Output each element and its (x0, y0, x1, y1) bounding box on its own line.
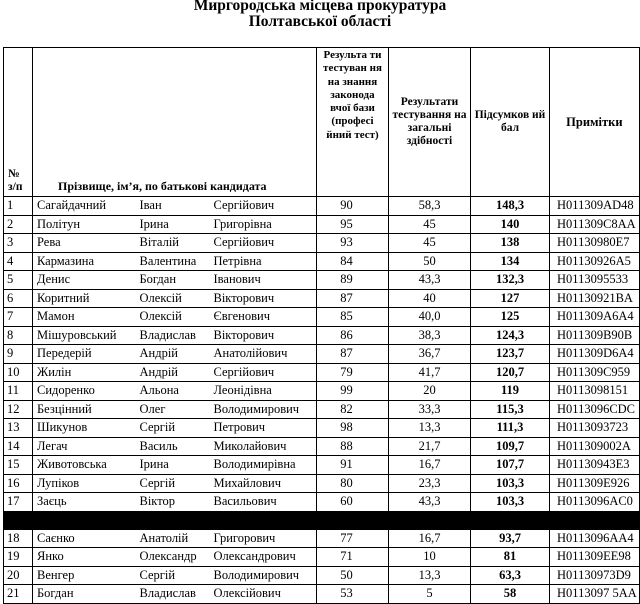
surname-cell: Сидоренко (33, 382, 136, 401)
patronymic-cell: Григорівна (210, 215, 317, 234)
surname-cell: Шикунов (33, 419, 136, 438)
header-candidate-name: Прізвище, ім’я, по батькові кандидата (33, 48, 317, 197)
note-code-cell: Н01130926A5 (550, 252, 640, 271)
professional-test-cell: 87 (317, 345, 389, 364)
first-name-cell: Богдан (136, 271, 210, 290)
row-number: 18 (4, 529, 33, 548)
first-name-cell: Анатолій (136, 529, 210, 548)
general-abilities-cell: 33,3 (389, 400, 471, 419)
general-abilities-cell: 41,7 (389, 363, 471, 382)
surname-cell: Венгер (33, 566, 136, 585)
note-code-cell: Н01130973D9 (550, 566, 640, 585)
table-row (4, 382, 640, 401)
general-abilities-cell: 13,3 (389, 566, 471, 585)
surname-cell: Безцінний (33, 400, 136, 419)
first-name-cell: Ірина (136, 456, 210, 475)
row-number: 16 (4, 474, 33, 493)
surname-cell: Коритний (33, 289, 136, 308)
total-score-cell: 125 (471, 308, 550, 327)
general-abilities-cell: 45 (389, 234, 471, 253)
row-number: 9 (4, 345, 33, 364)
header-number: № з/п (4, 48, 33, 197)
table-row (4, 585, 640, 604)
total-score-cell: 81 (471, 548, 550, 567)
patronymic-cell: Сергійович (210, 234, 317, 253)
row-number: 20 (4, 566, 33, 585)
surname-cell: Передерій (33, 345, 136, 364)
first-name-cell: Олексій (136, 289, 210, 308)
first-name-cell: Валентина (136, 252, 210, 271)
table-row (4, 493, 640, 512)
professional-test-cell: 60 (317, 493, 389, 512)
first-name-cell: Олег (136, 400, 210, 419)
table-row (4, 400, 640, 419)
professional-test-cell: 50 (317, 566, 389, 585)
surname-cell: Сагайдачний (33, 197, 136, 216)
general-abilities-cell: 36,7 (389, 345, 471, 364)
table-row (4, 363, 640, 382)
note-code-cell: Н0113098151 (550, 382, 640, 401)
table-row (4, 437, 640, 456)
surname-cell: Жилін (33, 363, 136, 382)
table-row (4, 456, 640, 475)
professional-test-cell: 79 (317, 363, 389, 382)
first-name-cell: Іван (136, 197, 210, 216)
note-code-cell: Н011309D6A4 (550, 345, 640, 364)
professional-test-cell: 98 (317, 419, 389, 438)
note-code-cell: Н0113093723 (550, 419, 640, 438)
surname-cell: Мішуровський (33, 326, 136, 345)
general-abilities-cell: 43,3 (389, 493, 471, 512)
table-row (4, 252, 640, 271)
professional-test-cell: 87 (317, 289, 389, 308)
note-code-cell: Н0113097 5AA (550, 585, 640, 604)
general-abilities-cell: 20 (389, 382, 471, 401)
total-score-cell: 123,7 (471, 345, 550, 364)
row-number: 13 (4, 419, 33, 438)
total-score-cell: 127 (471, 289, 550, 308)
total-score-cell: 138 (471, 234, 550, 253)
note-code-cell: Н011309C8AA (550, 215, 640, 234)
note-code-cell: Н011309B90B (550, 326, 640, 345)
surname-cell: Політун (33, 215, 136, 234)
general-abilities-cell: 40 (389, 289, 471, 308)
table-row (4, 529, 640, 548)
professional-test-cell: 90 (317, 197, 389, 216)
patronymic-cell: Михайлович (210, 474, 317, 493)
total-score-cell: 107,7 (471, 456, 550, 475)
patronymic-cell: Васильович (210, 493, 317, 512)
general-abilities-cell: 10 (389, 548, 471, 567)
general-abilities-cell: 38,3 (389, 326, 471, 345)
note-code-cell: Н0113095533 (550, 271, 640, 290)
total-score-cell: 115,3 (471, 400, 550, 419)
total-score-cell: 119 (471, 382, 550, 401)
patronymic-cell: Григорович (210, 529, 317, 548)
row-number: 21 (4, 585, 33, 604)
total-score-cell: 109,7 (471, 437, 550, 456)
total-score-cell: 111,3 (471, 419, 550, 438)
surname-cell: Заєць (33, 493, 136, 512)
first-name-cell: Андрій (136, 363, 210, 382)
row-number: 14 (4, 437, 33, 456)
first-name-cell: Ірина (136, 215, 210, 234)
patronymic-cell: Володимирівна (210, 456, 317, 475)
total-score-cell: 103,3 (471, 493, 550, 512)
patronymic-cell: Вікторович (210, 326, 317, 345)
table-row (4, 197, 640, 216)
total-score-cell: 134 (471, 252, 550, 271)
professional-test-cell: 71 (317, 548, 389, 567)
first-name-cell: Віталій (136, 234, 210, 253)
professional-test-cell: 77 (317, 529, 389, 548)
row-number: 17 (4, 493, 33, 512)
professional-test-cell: 89 (317, 271, 389, 290)
first-name-cell: Василь (136, 437, 210, 456)
general-abilities-cell: 16,7 (389, 529, 471, 548)
patronymic-cell: Олександрович (210, 548, 317, 567)
professional-test-cell: 84 (317, 252, 389, 271)
professional-test-cell: 53 (317, 585, 389, 604)
surname-cell: Денис (33, 271, 136, 290)
first-name-cell: Андрій (136, 345, 210, 364)
general-abilities-cell: 50 (389, 252, 471, 271)
patronymic-cell: Петрівна (210, 252, 317, 271)
note-code-cell: Н011309A6A4 (550, 308, 640, 327)
professional-test-cell: 82 (317, 400, 389, 419)
row-number: 11 (4, 382, 33, 401)
professional-test-cell: 86 (317, 326, 389, 345)
first-name-cell: Сергій (136, 474, 210, 493)
professional-test-cell: 91 (317, 456, 389, 475)
row-number: 1 (4, 197, 33, 216)
table-row (4, 548, 640, 567)
professional-test-cell: 93 (317, 234, 389, 253)
surname-cell: Янко (33, 548, 136, 567)
note-code-cell: Н011309002A (550, 437, 640, 456)
table-row (4, 289, 640, 308)
row-number: 6 (4, 289, 33, 308)
surname-cell: Мамон (33, 308, 136, 327)
table-row (4, 308, 640, 327)
row-number: 7 (4, 308, 33, 327)
table-row (4, 215, 640, 234)
first-name-cell: Олексій (136, 308, 210, 327)
table-row (4, 345, 640, 364)
total-score-cell: 132,3 (471, 271, 550, 290)
row-number: 19 (4, 548, 33, 567)
professional-test-cell: 99 (317, 382, 389, 401)
professional-test-cell: 88 (317, 437, 389, 456)
first-name-cell: Сергій (136, 419, 210, 438)
table-row (4, 271, 640, 290)
first-name-cell: Владислав (136, 326, 210, 345)
general-abilities-cell: 40,0 (389, 308, 471, 327)
surname-cell: Лупіков (33, 474, 136, 493)
surname-cell: Легач (33, 437, 136, 456)
note-code-cell: Н0113096AC0 (550, 493, 640, 512)
table-row (4, 234, 640, 253)
row-number: 15 (4, 456, 33, 475)
header-total-score: Підсумков ий бал (471, 48, 550, 197)
document-subtitle: Полтавської області (248, 13, 392, 30)
general-abilities-cell: 45 (389, 215, 471, 234)
patronymic-cell: Миколайович (210, 437, 317, 456)
document-title: Миргородська місцева прокуратура (193, 0, 447, 14)
professional-test-cell: 95 (317, 215, 389, 234)
patronymic-cell: Євгенович (210, 308, 317, 327)
general-abilities-cell: 43,3 (389, 271, 471, 290)
first-name-cell: Олександр (136, 548, 210, 567)
first-name-cell: Віктор (136, 493, 210, 512)
results-table (3, 47, 640, 604)
patronymic-cell: Анатолійович (210, 345, 317, 364)
total-score-cell: 63,3 (471, 566, 550, 585)
general-abilities-cell: 58,3 (389, 197, 471, 216)
surname-cell: Кармазина (33, 252, 136, 271)
note-code-cell: Н011309E926 (550, 474, 640, 493)
patronymic-cell: Володимирович (210, 400, 317, 419)
note-code-cell: Н0113096CDC (550, 400, 640, 419)
professional-test-cell: 80 (317, 474, 389, 493)
header-professional-test: Результа ти тестуван ня на знання законода вчої бази (професі йний тест) (317, 48, 389, 197)
total-score-cell: 120,7 (471, 363, 550, 382)
patronymic-cell: Володимирович (210, 566, 317, 585)
surname-cell: Рева (33, 234, 136, 253)
note-code-cell: Н011309C959 (550, 363, 640, 382)
total-score-cell: 103,3 (471, 474, 550, 493)
total-score-cell: 124,3 (471, 326, 550, 345)
note-code-cell: Н011309AD48 (550, 197, 640, 216)
total-score-cell: 140 (471, 215, 550, 234)
row-number: 4 (4, 252, 33, 271)
professional-test-cell: 85 (317, 308, 389, 327)
general-abilities-cell: 13,3 (389, 419, 471, 438)
total-score-cell: 58 (471, 585, 550, 604)
patronymic-cell: Петрович (210, 419, 317, 438)
patronymic-cell: Сергійович (210, 363, 317, 382)
row-number: 5 (4, 271, 33, 290)
patronymic-cell: Сергійович (210, 197, 317, 216)
surname-cell: Животовська (33, 456, 136, 475)
row-number: 2 (4, 215, 33, 234)
header-notes: Примітки (550, 48, 640, 197)
patronymic-cell: Олексійович (210, 585, 317, 604)
row-number: 10 (4, 363, 33, 382)
note-code-cell: Н01130943E3 (550, 456, 640, 475)
general-abilities-cell: 16,7 (389, 456, 471, 475)
general-abilities-cell: 23,3 (389, 474, 471, 493)
note-code-cell: Н01130980E7 (550, 234, 640, 253)
general-abilities-cell: 21,7 (389, 437, 471, 456)
first-name-cell: Владислав (136, 585, 210, 604)
general-abilities-cell: 5 (389, 585, 471, 604)
surname-cell: Саєнко (33, 529, 136, 548)
surname-cell: Богдан (33, 585, 136, 604)
redaction-bar (4, 511, 640, 529)
table-row (4, 419, 640, 438)
total-score-cell: 148,3 (471, 197, 550, 216)
patronymic-cell: Вікторович (210, 289, 317, 308)
note-code-cell: Н0113096AA4 (550, 529, 640, 548)
patronymic-cell: Іванович (210, 271, 317, 290)
header-general-abilities: Результати тестування на загальні здібності (389, 48, 471, 197)
note-code-cell: Н01130921BA (550, 289, 640, 308)
patronymic-cell: Леонідівна (210, 382, 317, 401)
row-number: 3 (4, 234, 33, 253)
note-code-cell: Н011309EE98 (550, 548, 640, 567)
first-name-cell: Альона (136, 382, 210, 401)
table-row (4, 474, 640, 493)
row-number: 8 (4, 326, 33, 345)
table-row (4, 326, 640, 345)
table-row (4, 566, 640, 585)
first-name-cell: Сергій (136, 566, 210, 585)
row-number: 12 (4, 400, 33, 419)
total-score-cell: 93,7 (471, 529, 550, 548)
